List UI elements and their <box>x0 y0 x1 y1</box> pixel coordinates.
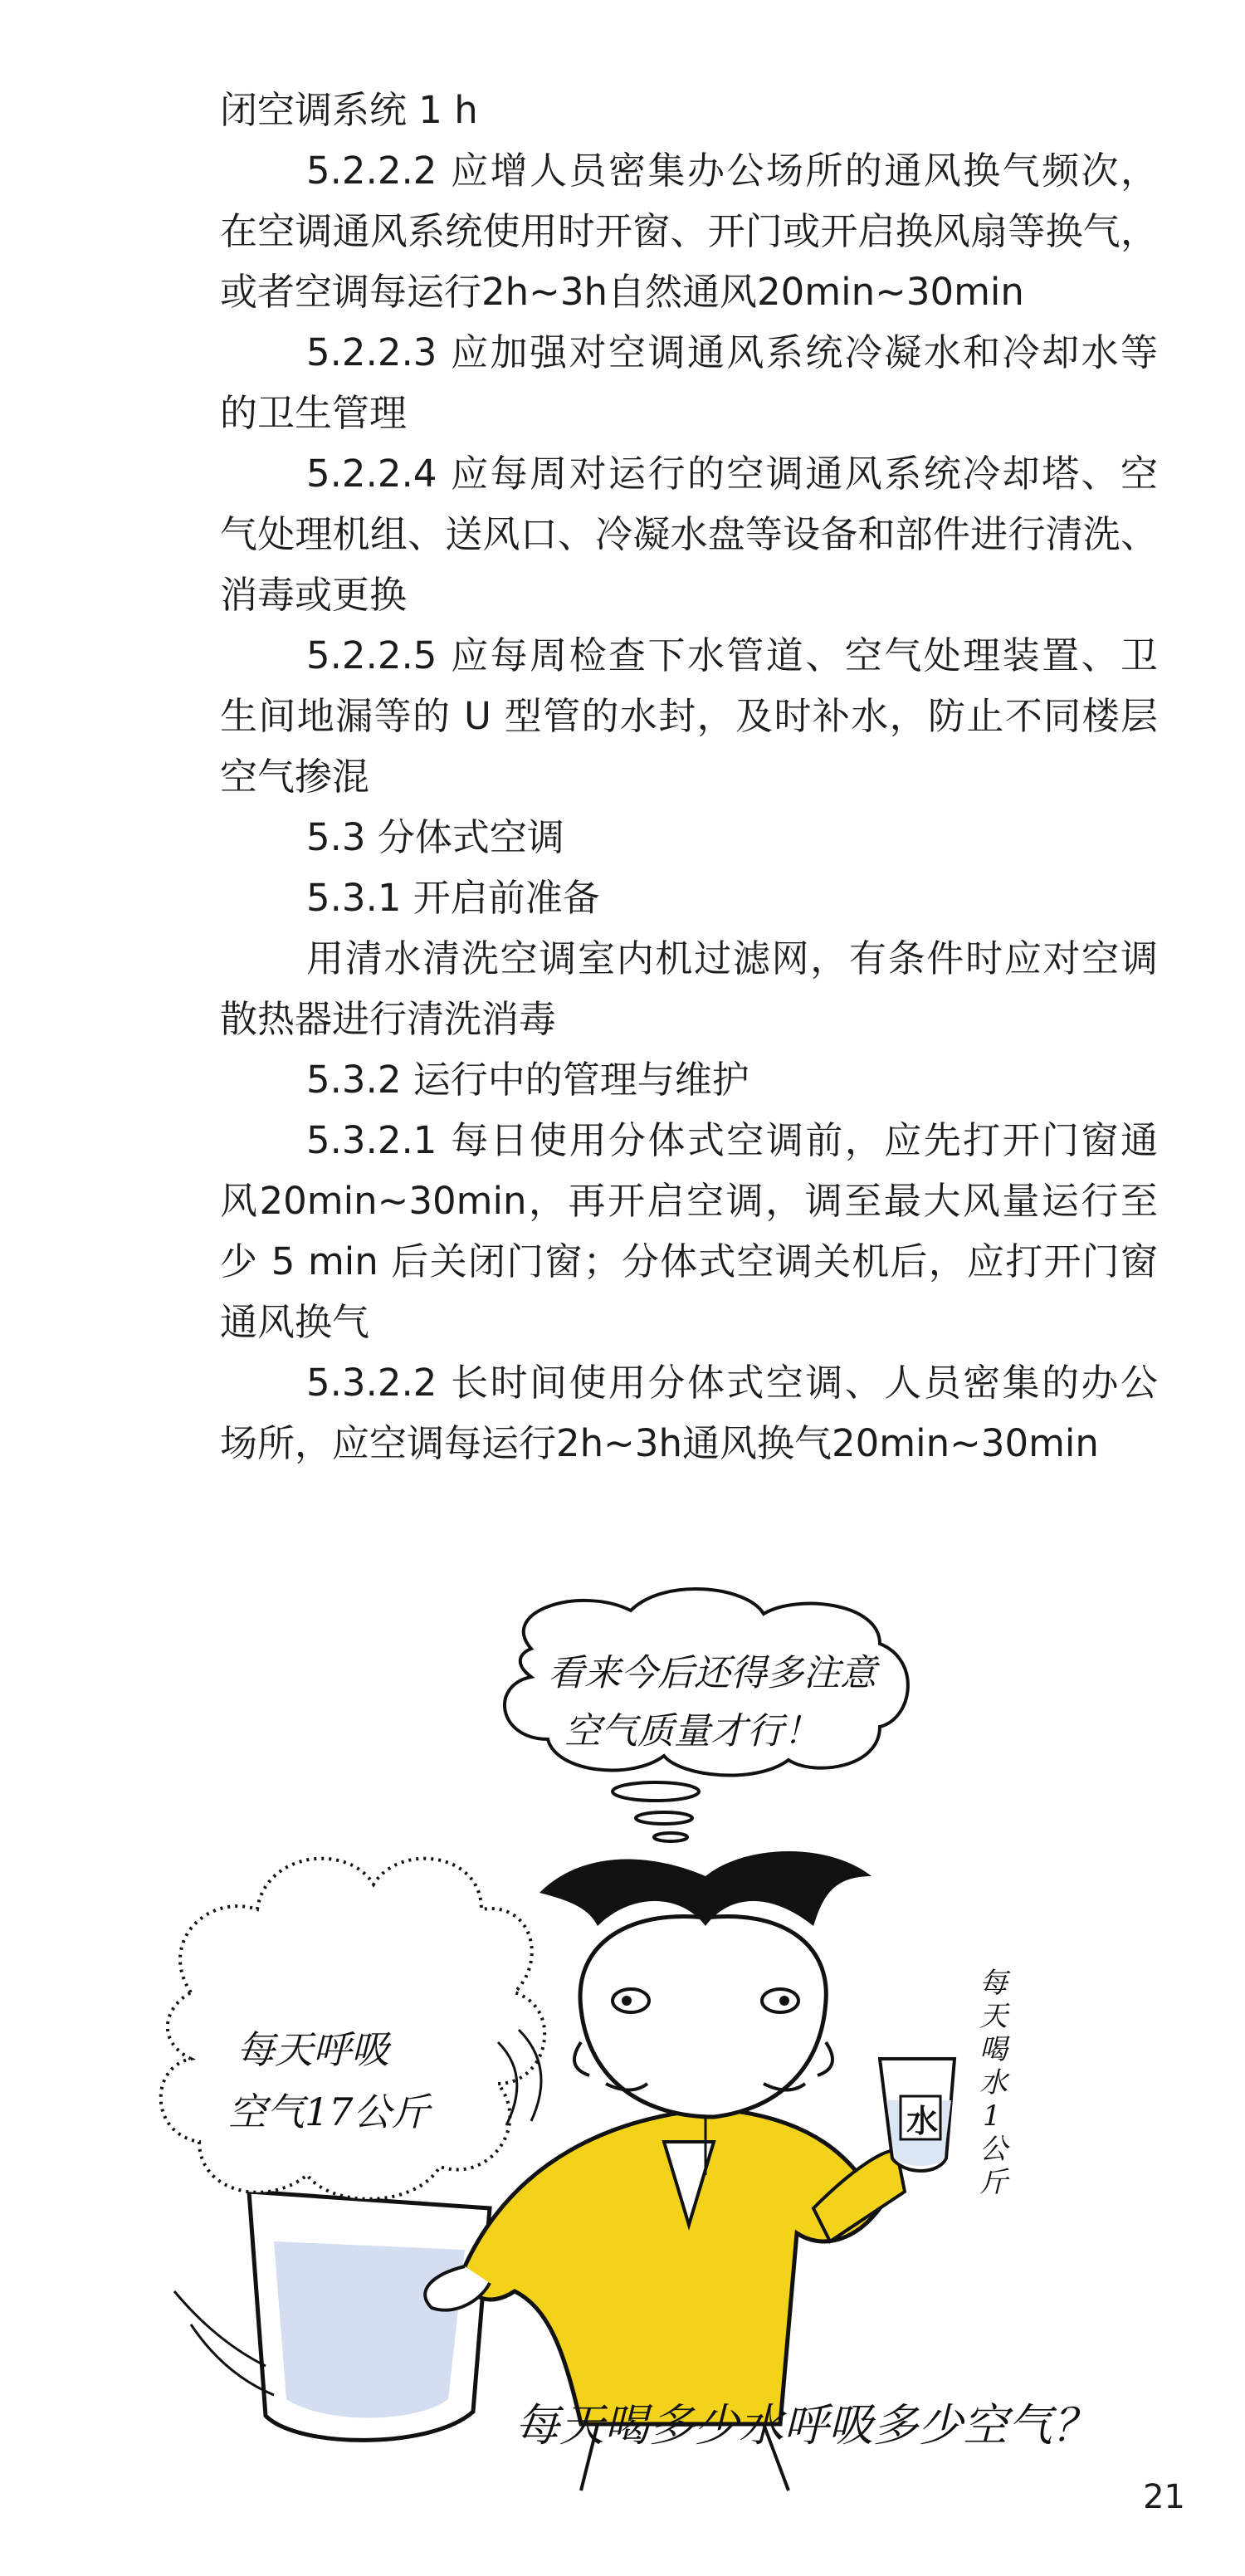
paragraph: 5.3.2.2 长时间使用分体式空调、人员密集的办公场所，应空调每运行2h~3h通风换气20min~30min <box>220 1361 1158 1465</box>
section-heading: 5.3 分体式空调 <box>306 815 564 859</box>
paragraph: 5.2.2.4 应每周对运行的空调通风系统冷却塔、空气处理机组、送风口、冷凝水盘等设备和部件进行清洗、消毒或更换 <box>220 452 1158 617</box>
air-text-line2: 空气17公斤 <box>228 2090 430 2134</box>
air-bucket <box>161 1859 545 2441</box>
water-note-char: 斤 <box>979 2166 1008 2199</box>
thought-bubble <box>505 1589 908 1841</box>
water-note-char: 天 <box>979 2000 1008 2033</box>
thought-text-line2: 空气质量才行！ <box>564 1710 820 1752</box>
cartoon-illustration <box>0 1577 1245 2574</box>
water-note <box>979 1967 1011 2199</box>
cup-label: 水 <box>906 2103 939 2139</box>
paragraph: 用清水清洗空调室内机过滤网，有条件时应对空调散热器进行清洗消毒 <box>220 936 1158 1041</box>
section-heading: 5.3.2 运行中的管理与维护 <box>306 1058 749 1102</box>
page-number: 21 <box>1143 2478 1185 2516</box>
paragraph: 闭空调系统 1 h <box>220 88 478 132</box>
air-text-line1: 每天呼吸 <box>237 2027 389 2072</box>
paragraph: 5.2.2.3 应加强对空调通风系统冷凝水和冷却水等的卫生管理 <box>220 330 1158 435</box>
paragraph: 5.2.2.5 应每周检查下水管道、空气处理装置、卫生间地漏等的 U 型管的水封，及时补水，防止不同楼层空气掺混 <box>220 633 1158 799</box>
paragraph: 5.2.2.2 应增人员密集办公场所的通风换气频次，在空调通风系统使用时开窗、开门或开启换风扇等换气，或者空调每运行2h~3h自然通风20min~30min <box>220 149 1158 314</box>
water-note-char: 1 <box>983 2099 1001 2133</box>
water-note-char: 喝 <box>979 2033 1008 2066</box>
water-note-char: 水 <box>979 2066 1008 2099</box>
section-heading: 5.3.1 开启前准备 <box>306 876 600 920</box>
paragraph: 5.3.2.1 每日使用分体式空调前，应先打开门窗通风20min~30min，再开启空调，调至最大风量运行至少 5 min 后关闭门窗；分体式空调关机后，应打开门窗通风换气 <box>220 1118 1158 1344</box>
body-text <box>220 80 1158 1474</box>
water-glass <box>880 2059 954 2171</box>
cartoon-caption: 每天喝多少水呼吸多少空气？ <box>515 2399 1097 2451</box>
water-note-char: 每 <box>979 1967 1008 2000</box>
thought-text-line1: 看来今后还得多注意 <box>548 1652 876 1694</box>
water-note-char: 公 <box>979 2133 1008 2166</box>
